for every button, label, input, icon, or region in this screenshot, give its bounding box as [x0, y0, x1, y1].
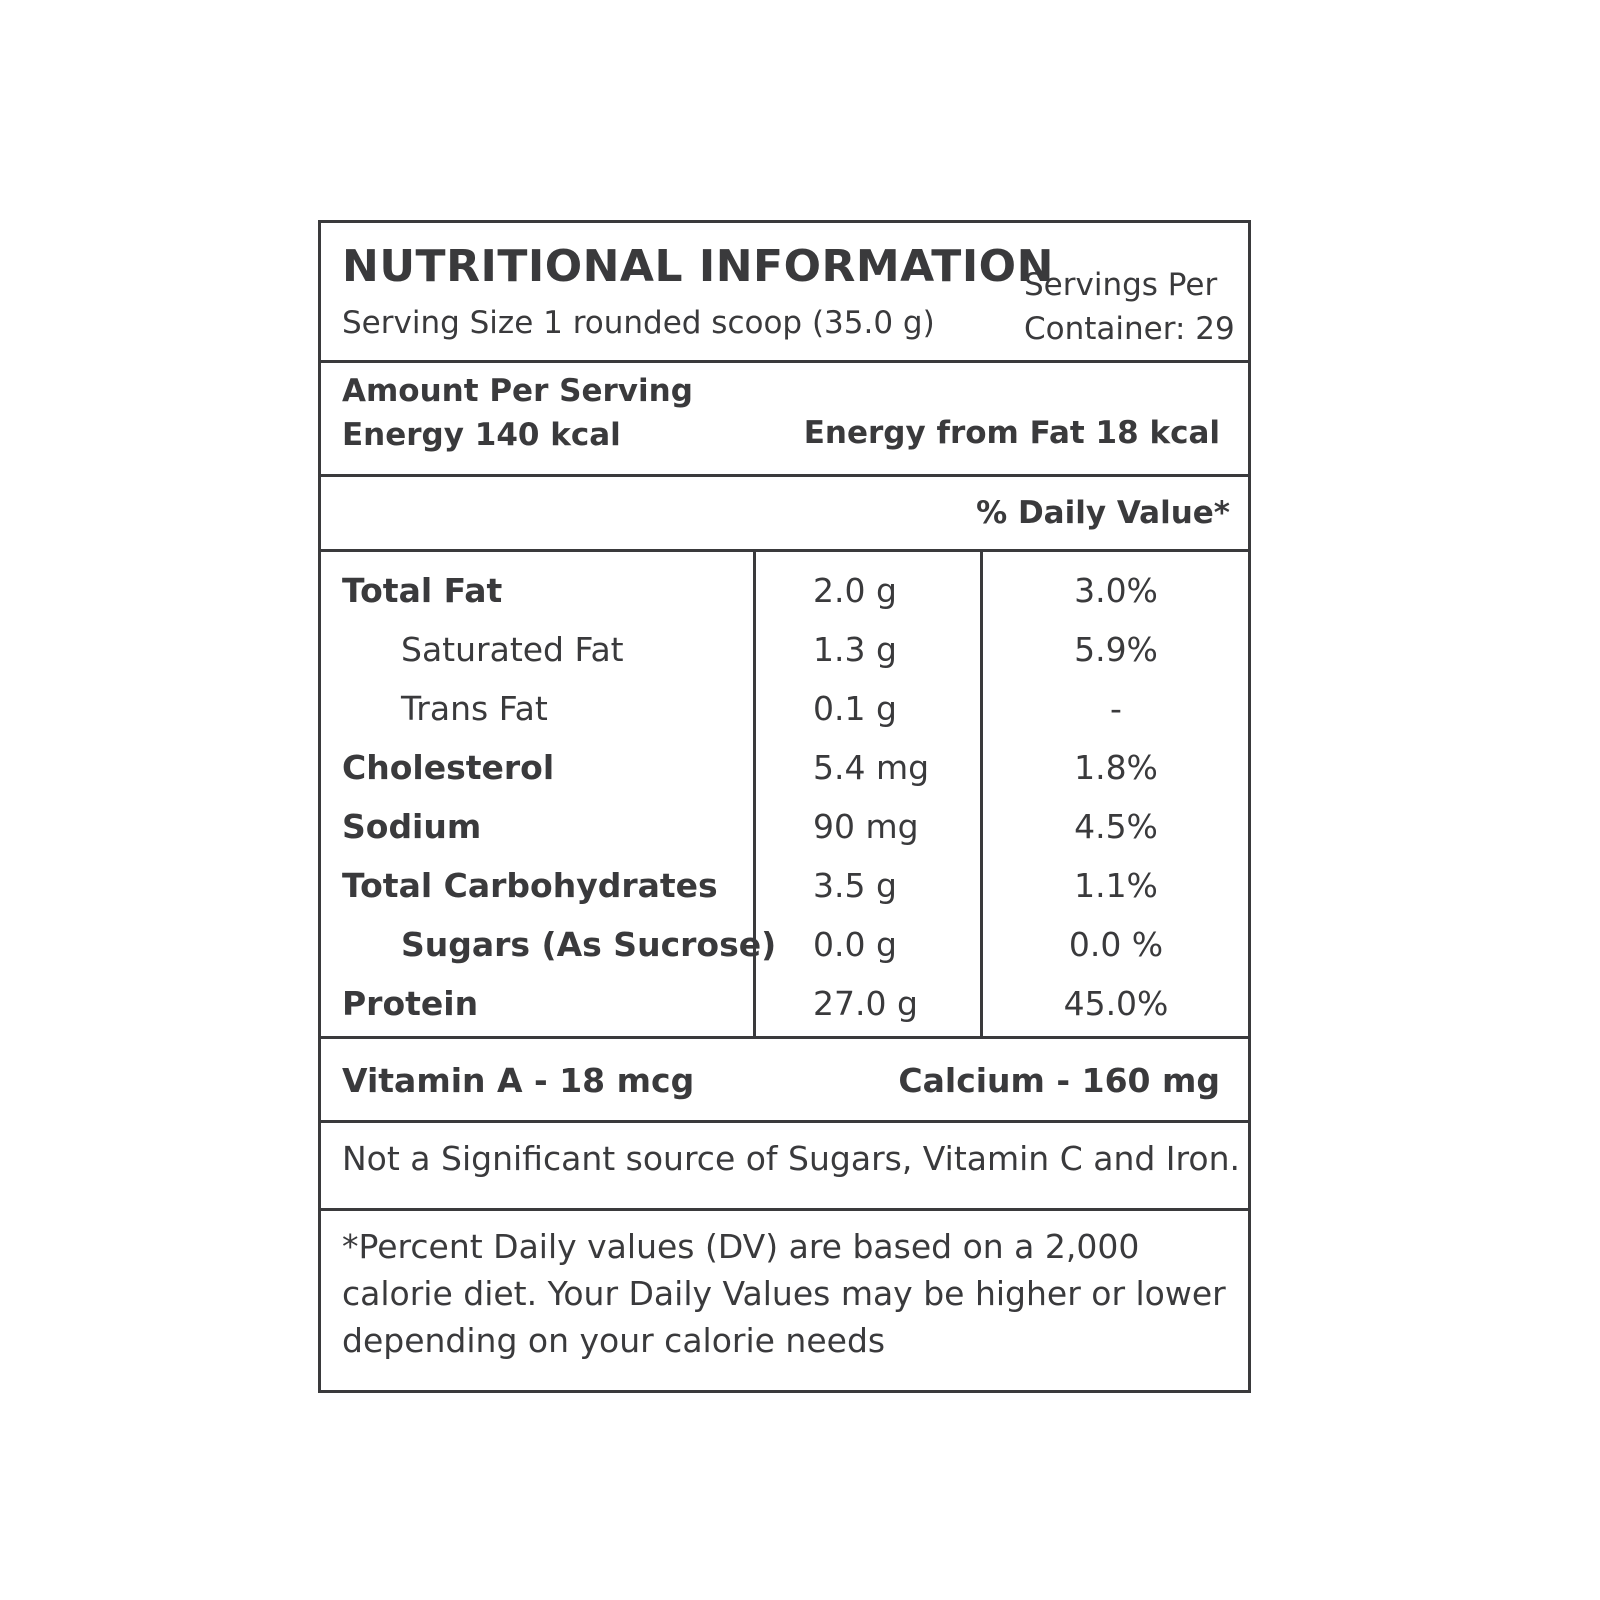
nutrient-name: Sodium — [342, 807, 482, 846]
divider-energy — [321, 474, 1248, 477]
nutrient-dv: 4.5% — [1074, 807, 1158, 846]
nutrient-amount: 90 mg — [813, 807, 919, 846]
nutrient-dv: - — [1110, 689, 1122, 728]
nutrient-name: Trans Fat — [401, 689, 548, 728]
daily-value-header: % Daily Value* — [976, 495, 1230, 531]
divider-header — [321, 360, 1248, 363]
table-row — [321, 976, 1248, 1035]
nutrient-amount: 0.1 g — [813, 689, 897, 728]
nutrient-amount: 3.5 g — [813, 866, 897, 905]
nutrient-amount: 0.0 g — [813, 925, 897, 964]
nutrient-name: Sugars (As Sucrose) — [401, 925, 777, 964]
serving-size: Serving Size 1 rounded scoop (35.0 g) — [342, 305, 935, 341]
nutrient-amount: 27.0 g — [813, 984, 918, 1023]
nutrient-name: Saturated Fat — [401, 630, 624, 669]
nutrient-dv: 3.0% — [1074, 571, 1158, 610]
divider-table-top — [321, 549, 1248, 552]
table-row — [321, 799, 1248, 858]
table-row — [321, 563, 1248, 622]
table-row — [321, 858, 1248, 917]
nutrient-name: Total Carbohydrates — [342, 866, 718, 905]
table-row — [321, 681, 1248, 740]
not-significant-note: Not a Significant source of Sugars, Vitamin C and Iron. — [342, 1139, 1240, 1178]
nutrient-dv: 1.1% — [1074, 866, 1158, 905]
table-row — [321, 917, 1248, 976]
vitamin-a: Vitamin A - 18 mcg — [342, 1061, 695, 1100]
nutrition-label — [318, 220, 1251, 1393]
nutrient-amount: 2.0 g — [813, 571, 897, 610]
table-row — [321, 740, 1248, 799]
servings-per-container: Servings Per Container: 29 — [1024, 267, 1235, 347]
nutrient-amount: 1.3 g — [813, 630, 897, 669]
nutrient-name: Cholesterol — [342, 748, 555, 787]
divider-table-bottom — [321, 1036, 1248, 1039]
amount-per-serving: Amount Per Serving — [342, 373, 693, 409]
energy-from-fat: Energy from Fat 18 kcal — [803, 415, 1220, 451]
divider-notes — [321, 1208, 1248, 1211]
nutrient-amount: 5.4 mg — [813, 748, 930, 787]
nutrient-dv: 0.0 % — [1068, 925, 1164, 964]
calcium: Calcium - 160 mg — [898, 1061, 1220, 1100]
table-row — [321, 622, 1248, 681]
nutrient-name: Total Fat — [342, 571, 503, 610]
nutrient-dv: 45.0% — [1063, 984, 1169, 1023]
nutrient-name: Protein — [342, 984, 479, 1023]
divider-vitamins — [321, 1120, 1248, 1123]
nutrient-dv: 5.9% — [1074, 630, 1158, 669]
label-title: NUTRITIONAL INFORMATION — [342, 241, 1054, 292]
daily-value-footnote: *Percent Daily values (DV) are based on a 2,000 calorie diet. Your Daily Values may be higher or lower depending on your calorie needs — [342, 1227, 1226, 1360]
energy-value: Energy 140 kcal — [342, 417, 621, 453]
nutrient-dv: 1.8% — [1074, 748, 1158, 787]
